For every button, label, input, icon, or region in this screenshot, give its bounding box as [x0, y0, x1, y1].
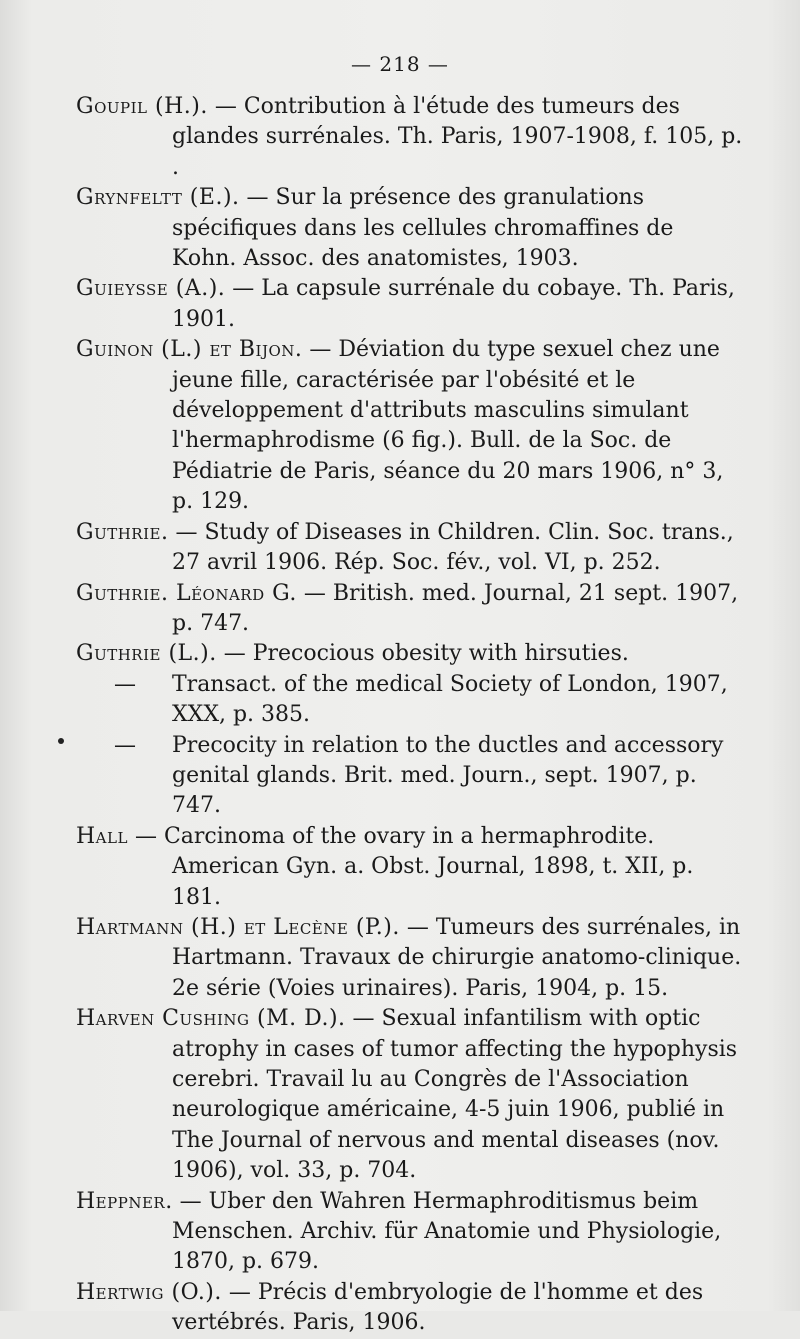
- entry-text: Transact. of the medical Society of London, 1907, XXX, p. 385.: [172, 671, 728, 728]
- bibliography-entry-guthrie-3: [76, 639, 744, 669]
- bibliography-entry-guthrie-1: [76, 518, 744, 579]
- entry-text: — Sexual infantilism with optic atrophy in cases of tumor affecting the hypophysis cerebri. Travail lu au Congrès de l'Association neurologique américaine, 4-5 juin 1906, publié in The Journal of nervous and mental diseases (nov. 1906), vol. 33, p. 704.: [172, 1006, 738, 1184]
- entry-author: Harven Cushing (M. D.).: [76, 1006, 346, 1032]
- entry-author: Guthrie. Léonard G.: [76, 580, 297, 606]
- bibliography-entry-hertwig: [76, 1278, 744, 1339]
- entry-text: — Déviation du type sexuel chez une jeune fille, caractérisée par l'obésité et le développement d'attributs masculins simulant l'hermaphrodisme (6 fig.). Bull. de la Soc. de Pédiatrie de Paris, séance du 20 mars 1906, n° 3, p. 129.: [172, 337, 724, 515]
- page-number: — 218 —: [351, 52, 449, 76]
- bibliography-entry-grynfeltt: [76, 183, 744, 274]
- bibliography-entry-guieysse: [76, 274, 744, 335]
- entry-text: Precocity in relation to the ductles and accessory genital glands. Brit. med. Journ., sept. 1907, p. 747.: [172, 732, 724, 819]
- entry-text: — Précis d'embryologie de l'homme et des vertébrés. Paris, 1906.: [172, 1279, 704, 1336]
- entry-text: — Contribution à l'étude des tumeurs des glandes surrénales. Th. Paris, 1907-1908, f. 105, p. .: [172, 94, 743, 180]
- margin-dot: [58, 738, 64, 744]
- bibliography-entry-heppner: [76, 1187, 744, 1278]
- entry-author: Grynfeltt (E.).: [76, 185, 240, 211]
- bibliography-entry-hall: [76, 822, 744, 913]
- entry-text: — Sur la présence des granulations spécifiques dans les cellules chromaffines de Kohn. Assoc. des anatomistes, 1903.: [172, 185, 674, 272]
- bibliography-entry-guinon: [76, 335, 744, 517]
- entry-text: — Precocious obesity with hirsuties.: [216, 641, 629, 667]
- entry-author: Guinon (L.) et Bijon.: [76, 337, 303, 363]
- entry-text: — Uber den Wahren Hermaphroditismus beim Menschen. Archiv. für Anatomie und Physiologie, 1870, p. 679.: [172, 1188, 722, 1275]
- entry-text: — Carcinoma of the ovary in a hermaphrodite. American Gyn. a. Obst. Journal, 1898, t. XII, p. 181.: [127, 823, 694, 910]
- bibliography-entry-continuation: [76, 670, 744, 731]
- bibliography-entry-harven-cushing: [76, 1004, 744, 1186]
- entry-author: Guieysse (A.).: [76, 276, 226, 302]
- ditto-dash: —: [114, 671, 136, 697]
- entry-author: Hall: [76, 823, 128, 849]
- bibliography-entry-goupil: [76, 92, 744, 183]
- bibliography-entry-hartmann: [76, 913, 744, 1004]
- entry-author: Guthrie.: [76, 519, 169, 545]
- entry-text: — British. med. Journal, 21 sept. 1907, p. 747.: [172, 580, 739, 636]
- entry-text: — La capsule surrénale du cobaye. Th. Paris, 1901.: [172, 276, 735, 332]
- entry-author: Hartmann (H.) et Lecène (P.).: [76, 914, 400, 940]
- entry-author: Hertwig (O.).: [76, 1279, 222, 1305]
- bibliography-entry-guthrie-2: [76, 579, 744, 640]
- entry-author: Heppner.: [76, 1188, 173, 1214]
- entry-text: — Study of Diseases in Children. Clin. Soc. trans., 27 avril 1906. Rép. Soc. fév., vol. VI, p. 252.: [168, 519, 734, 576]
- entry-author: Goupil (H.).: [76, 94, 208, 119]
- bibliography-entry-continuation: [76, 731, 744, 822]
- entry-author: Guthrie (L.).: [76, 641, 217, 667]
- entry-text: — Tumeurs des surrénales, in Hartmann. Travaux de chirurgie anatomo-clinique. 2e série (Voies urinaires). Paris, 1904, p. 15.: [172, 914, 742, 1001]
- ditto-dash: —: [114, 732, 136, 758]
- bibliography-list: [76, 92, 744, 1339]
